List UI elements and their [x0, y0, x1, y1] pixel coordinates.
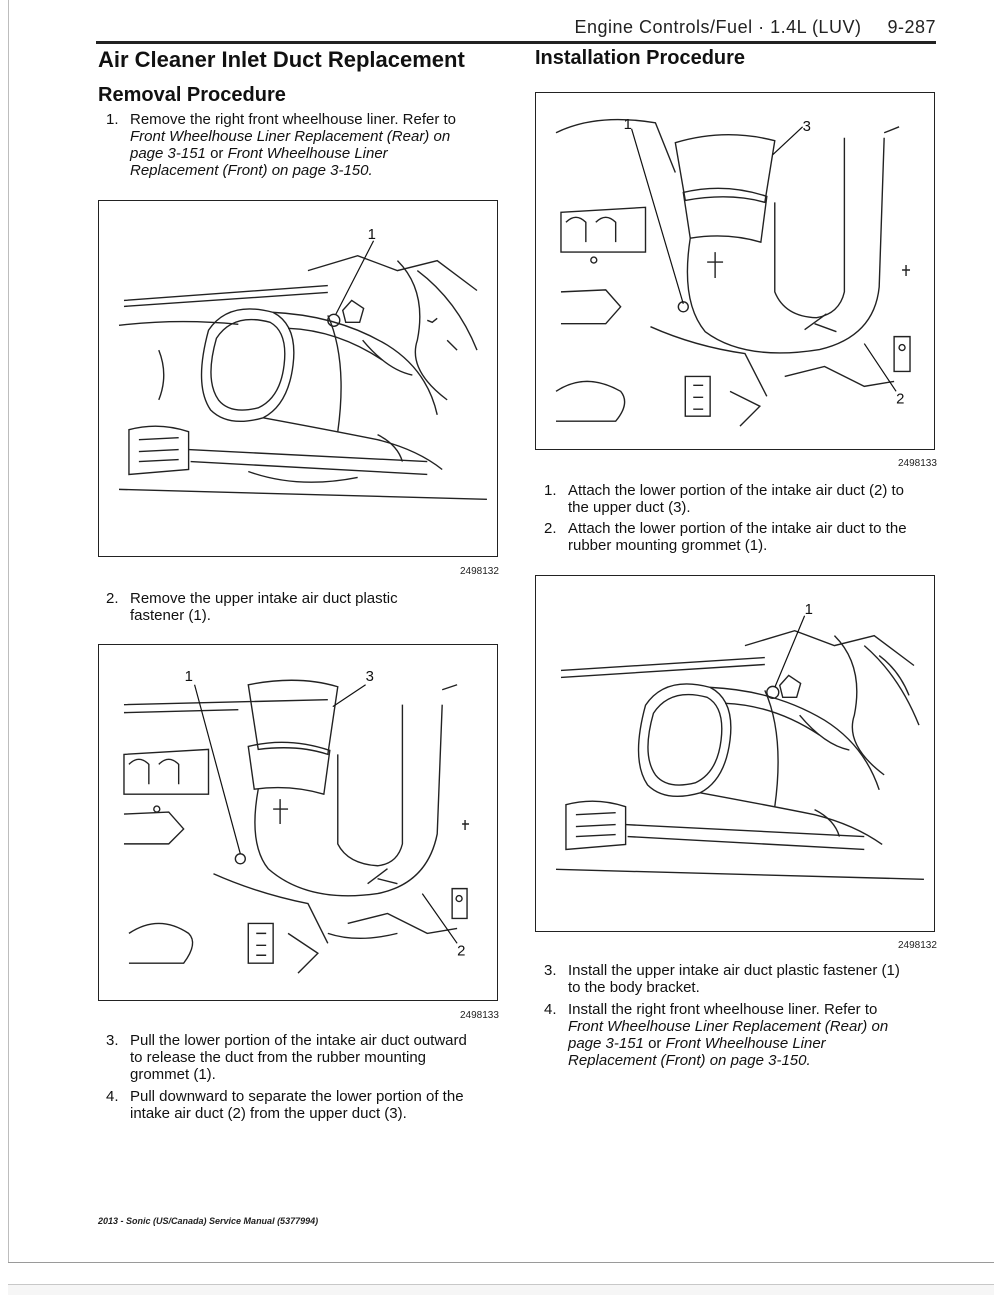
step-line: intake air duct (2) from the upper duct (3). [130, 1105, 407, 1122]
step-line: rubber mounting grommet (1). [568, 537, 768, 554]
removal-step-3 [106, 1032, 506, 1086]
step-line-ref: Replacement (Front) on page 3-150. [568, 1052, 811, 1069]
page-edge [8, 0, 9, 1262]
callout-3: 3 [365, 668, 374, 685]
figure-id: 2498132 [898, 940, 937, 951]
step-line-ref: page 3-151 [130, 145, 206, 162]
removal-step-4 [106, 1088, 506, 1124]
callout-2: 2 [457, 943, 466, 960]
step-line: Attach the lower portion of the intake air duct (2) to [568, 482, 905, 499]
step-line-or: or [205, 145, 228, 162]
step-line: Remove the upper intake air duct plastic [130, 590, 398, 607]
duct-fastener-illustration [536, 576, 934, 931]
step-number: 4. [106, 1088, 119, 1105]
callout-1: 1 [623, 116, 632, 133]
installation-step-2 [544, 520, 944, 556]
page-footer: 2013 - Sonic (US/Canada) Service Manual (5377994) [98, 1216, 319, 1226]
step-line-ref: Front Wheelhouse Liner Replacement (Rear) on [568, 1018, 889, 1035]
header-page-number: 9-287 [887, 17, 936, 37]
installation-step-4 [544, 1001, 944, 1073]
u-duct-illustration [99, 645, 497, 1000]
removal-figure-2 [98, 644, 498, 1001]
installation-figure-2 [535, 575, 935, 932]
step-line-or: or [643, 1035, 666, 1052]
callout-1: 1 [804, 601, 813, 618]
removal-figure-1 [98, 200, 498, 557]
step-line: grommet (1). [130, 1066, 216, 1083]
removal-heading: Removal Procedure [98, 84, 286, 106]
installation-step-3 [544, 962, 944, 998]
step-line-ref: Front Wheelhouse Liner [665, 1035, 826, 1052]
step-line: to release the duct from the rubber mounting [130, 1049, 427, 1066]
step-line-ref: Front Wheelhouse Liner [227, 145, 388, 162]
callout-2: 2 [896, 391, 905, 408]
u-duct-illustration [536, 93, 934, 449]
callout-1: 1 [184, 668, 193, 685]
step-number: 2. [544, 520, 557, 537]
installation-step-1 [544, 482, 944, 518]
step-line: Install the right front wheelhouse liner. Refer to [568, 1001, 878, 1018]
header-section: Engine Controls/Fuel · 1.4L (LUV) [574, 17, 862, 37]
step-line-ref: Replacement (Front) on page 3-150. [130, 162, 373, 179]
removal-step-2 [106, 590, 506, 626]
step-line: Attach the lower portion of the intake air duct to the [568, 520, 907, 537]
step-number: 4. [544, 1001, 557, 1018]
step-line: Pull downward to separate the lower portion of the [130, 1088, 464, 1105]
step-number: 1. [106, 111, 119, 128]
step-line-ref: page 3-151 [568, 1035, 644, 1052]
step-line: Install the upper intake air duct plastic fastener (1) [568, 962, 900, 979]
figure-id: 2498133 [898, 458, 937, 469]
callout-1: 1 [367, 226, 376, 243]
step-number: 3. [544, 962, 557, 979]
step-line: fastener (1). [130, 607, 211, 624]
header-rule [96, 41, 936, 44]
step-line: Pull the lower portion of the intake air duct outward [130, 1032, 467, 1049]
step-number: 3. [106, 1032, 119, 1049]
step-line: Remove the right front wheelhouse liner. Refer to [130, 111, 457, 128]
installation-heading: Installation Procedure [535, 47, 746, 69]
step-number: 2. [106, 590, 119, 607]
installation-figure-1 [535, 92, 935, 450]
step-line: the upper duct (3). [568, 499, 691, 516]
next-page-edge [8, 1284, 994, 1295]
figure-id: 2498132 [460, 566, 499, 577]
page-bottom-edge [8, 1262, 994, 1263]
step-line-ref: Front Wheelhouse Liner Replacement (Rear) on [130, 128, 451, 145]
page-title: Air Cleaner Inlet Duct Replacement [98, 47, 465, 72]
figure-id: 2498133 [460, 1010, 499, 1021]
callout-3: 3 [802, 118, 811, 135]
step-number: 1. [544, 482, 557, 499]
step-line: to the body bracket. [568, 979, 700, 996]
page-header [574, 17, 936, 38]
removal-step-1 [106, 111, 506, 181]
duct-fastener-illustration [99, 201, 497, 556]
